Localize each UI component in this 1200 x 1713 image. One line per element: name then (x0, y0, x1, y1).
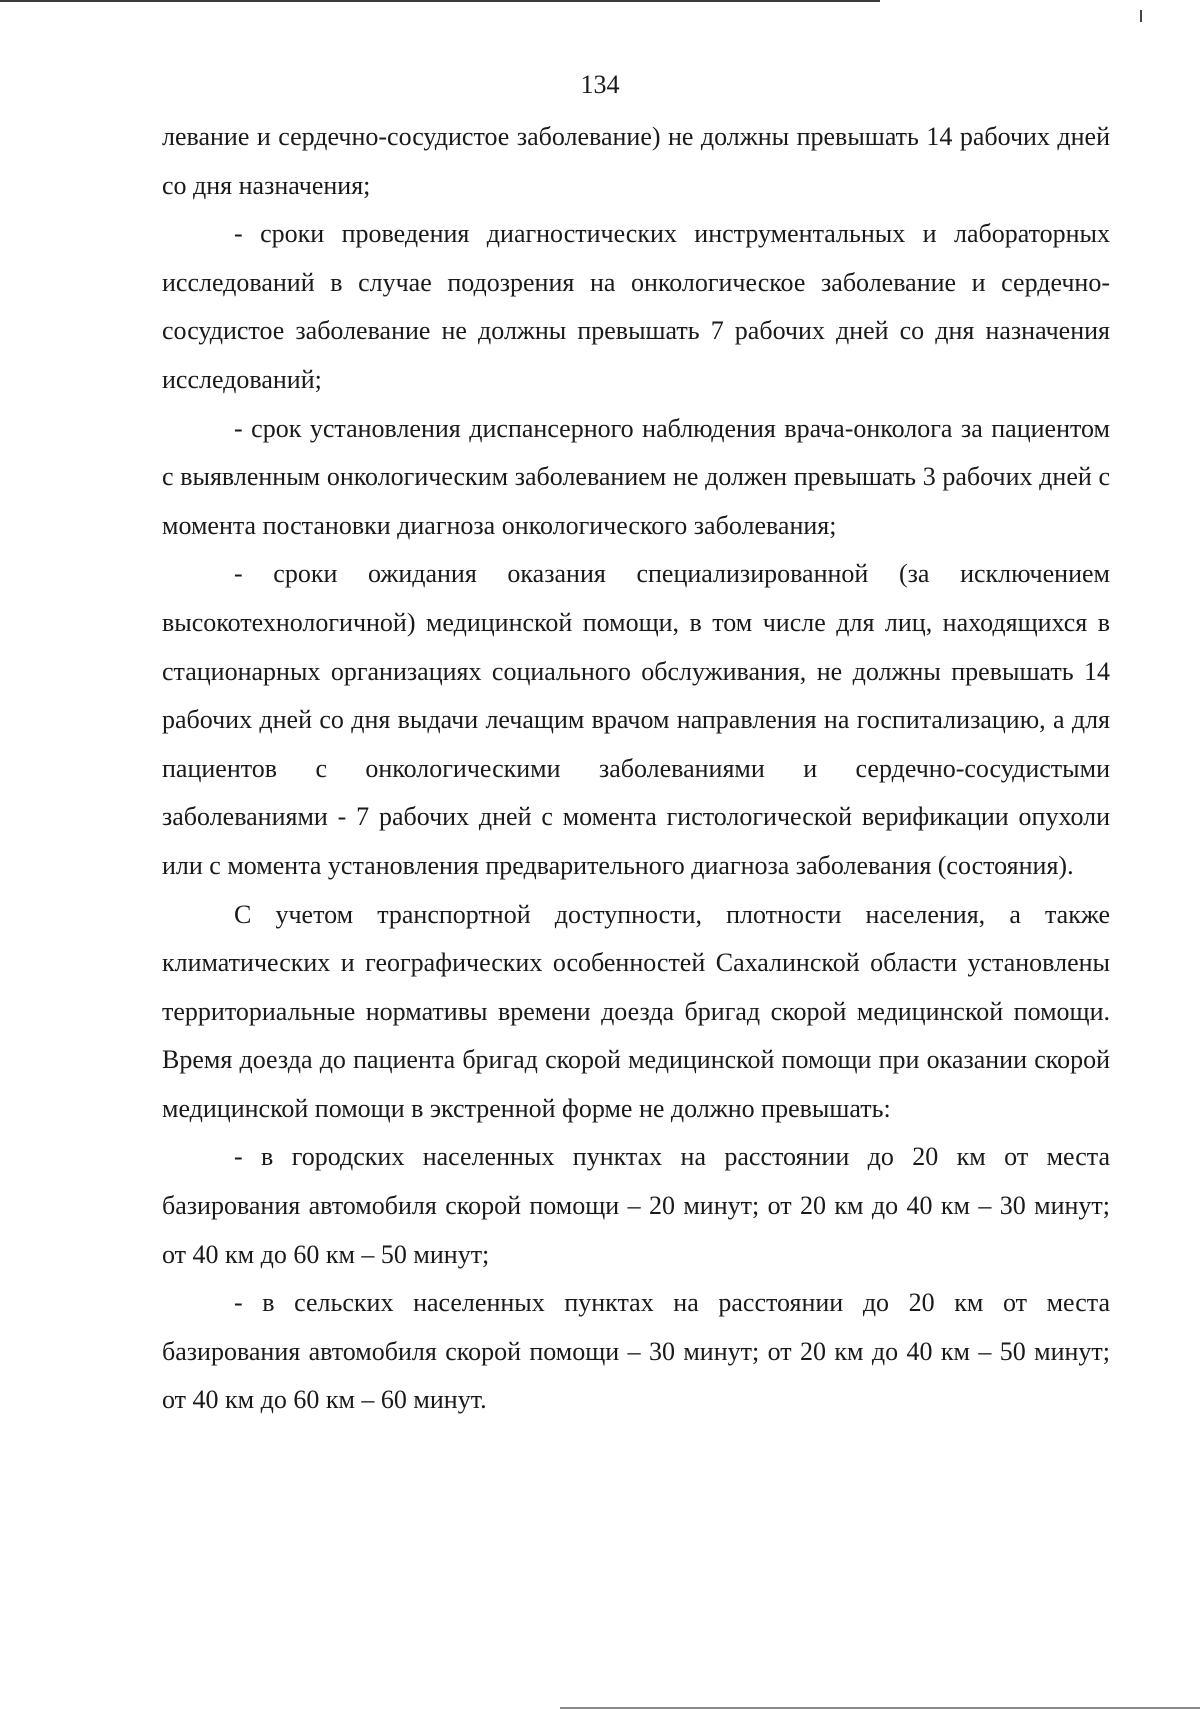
paragraph-ambulance-norms: С учетом транспортной доступности, плотности населения, а также климатических и географических особенностей Сахалинской области установлены территориальные нормативы времени доезда бригад скорой медицинской помощи. Время доезда до пациента бригад скорой медицинской помощи при оказании скорой медицинской помощи в экстренной форме не должно превышать: (162, 899, 1110, 1123)
paragraph-dispensary-observation: - срок установления диспансерного наблюдения врача-онколога за пациентом с выявленным онкологическим заболеванием не должен превышать 3 рабочих дней с момента постановки диагноза онкологического заболевания; (162, 413, 1110, 540)
page-number: 134 (580, 70, 620, 99)
paragraph-diagnostics-deadline: - сроки проведения диагностических инструментальных и лабораторных исследований в случае подозрения на онкологическое заболевание и сердечно-сосудистое заболевание не должны превышать 7 рабочих дней со дня назначения исследований; (162, 219, 1110, 394)
paragraph-rural-times: - в сельских населенных пунктах на расстоянии до 20 км от места базирования автомобиля скорой помощи – 30 минут; от 20 км до 40 км – 50 минут; от 40 км до 60 км – 60 минут. (162, 1288, 1110, 1415)
scan-mark (1140, 10, 1142, 22)
paragraph-urban-times: - в городских населенных пунктах на расстоянии до 20 км от места базирования автомобиля скорой помощи – 20 минут; от 20 км до 40 км – 30 минут; от 40 км до 60 км – 50 минут; (162, 1142, 1110, 1269)
paragraph-specialized-care-wait: - сроки ожидания оказания специализированной (за исключением высокотехнологичной) медицинской помощи, в том числе для лиц, находящихся в стационарных организациях социального обслуживания, не должны превышать 14 рабочих дней со дня выдачи лечащим врачом направления на госпитализацию, а для пациентов с онкологическими заболеваниями и сердечно-сосудистыми заболеваниями - 7 рабочих дней с момента гистологической верификации опухоли или с момента установления предварительного диагноза заболевания (состояния). (162, 559, 1110, 880)
document-body (162, 113, 1110, 1425)
scan-edge-bottom (560, 1707, 1200, 1709)
scan-edge-top (0, 0, 880, 2)
paragraph-continuation: левание и сердечно-сосудистое заболевание) не должны превышать 14 рабочих дней со дня назначения; (162, 122, 1110, 200)
